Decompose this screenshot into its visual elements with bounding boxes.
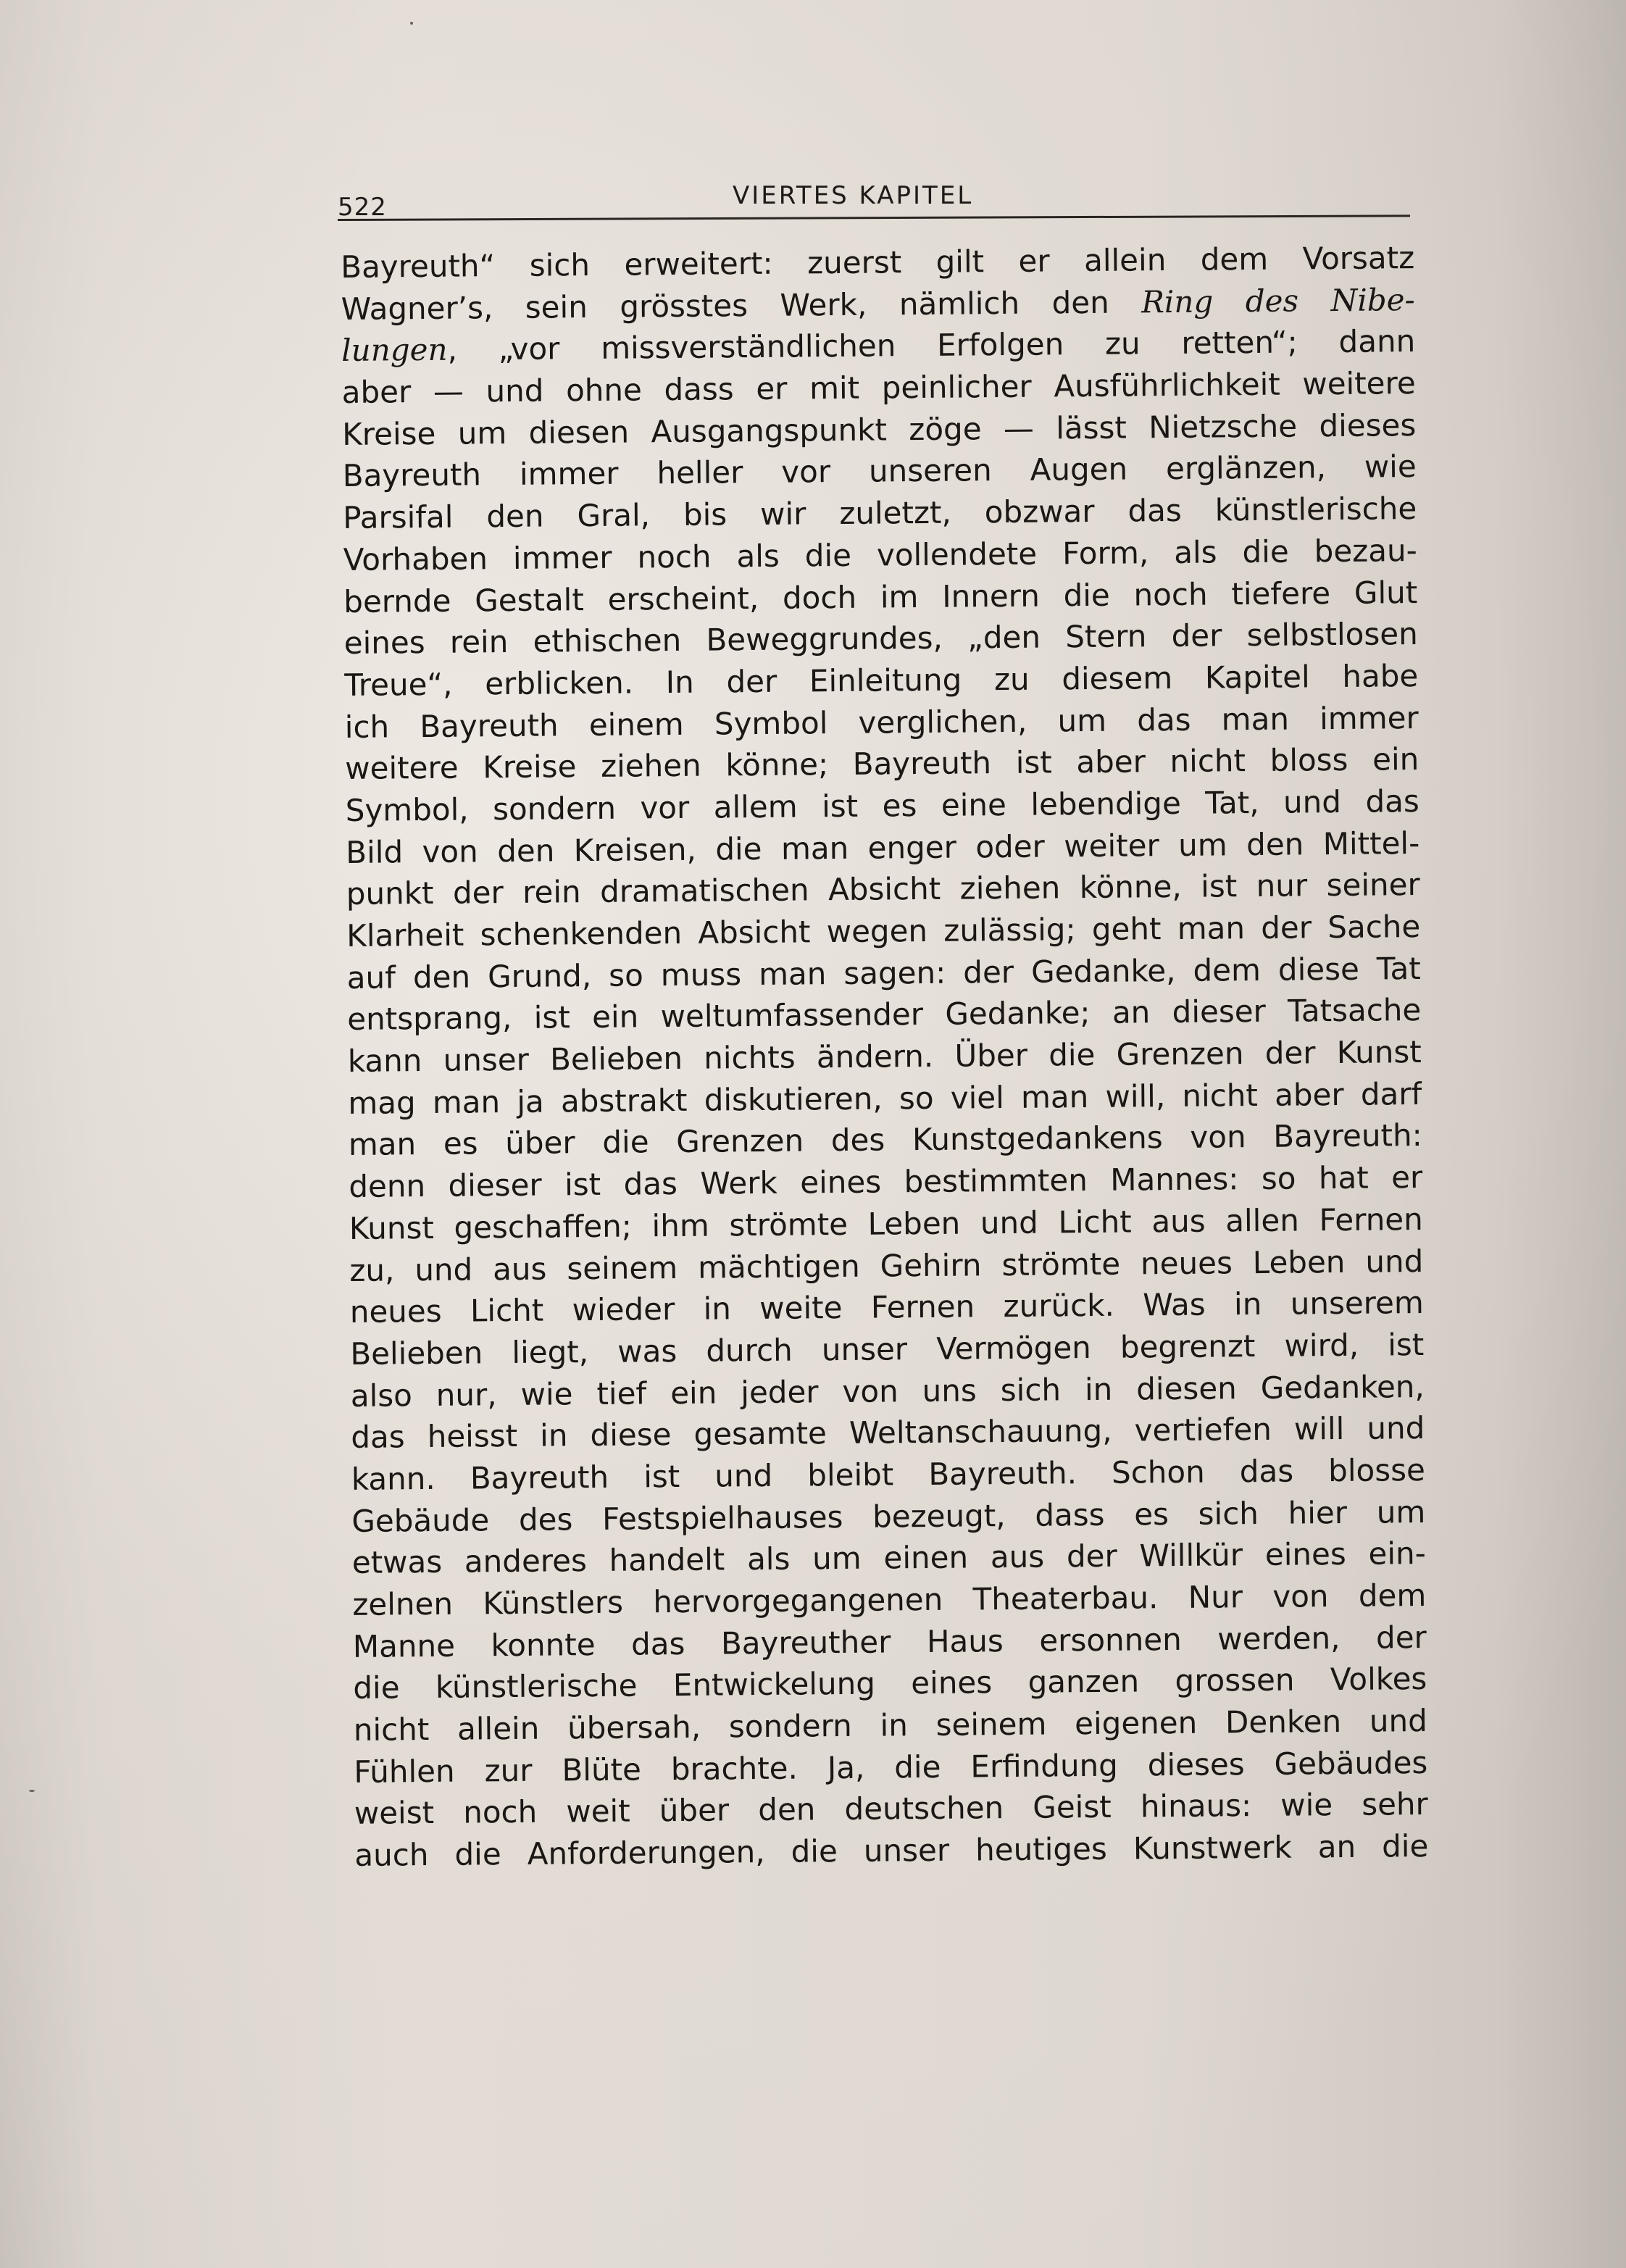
text-run: , „vor missverständlichen Erfolgen zu retten“; dann [447,323,1416,368]
text-run: Wagner’s, sein grösstes Werk, nämlich den [341,284,1142,327]
page-number: 522 [338,193,387,222]
text-run: zelnen Künstlers hervorgegangenen Theaterbau. Nur von dem [352,1577,1427,1622]
text-run: Klarheit schenkenden Absicht wegen zulässig; geht man der Sache [346,909,1421,954]
text-run: bernde Gestalt erscheint, doch im Innern die noch tiefere Glut [343,574,1418,620]
text-run: kann. Bayreuth ist und bleibt Bayreuth. Schon das blosse [351,1451,1426,1497]
text-run: das heisst in diese gesamte Weltanschauung, vertiefen will und [351,1410,1425,1456]
running-head [338,177,1410,220]
text-run: neues Licht wieder in weite Fernen zurück. Was in unserem [349,1285,1424,1330]
text-run: man es über die Grenzen des Kunstgedankens von Bayreuth: [348,1117,1422,1163]
text-run: Parsifal den Gral, bis wir zuletzt, obzwar das künstlerische [343,491,1417,536]
text-run: Bayreuth“ sich erweitert: zuerst gilt er allein dem Vorsatz [341,240,1415,285]
italic-text: Ring des Nibe- [1141,281,1415,320]
text-run: Bild von den Kreisen, die man enger oder weiter um den Mittel- [346,825,1420,870]
italic-text: lungen [341,332,448,369]
paper-speck [410,22,413,25]
text-run: Fühlen zur Blüte brachte. Ja, die Erfindung dieses Gebäudes [354,1744,1428,1790]
text-run: auch die Anforderungen, die unser heutiges Kunstwerk an die [354,1828,1429,1874]
text-run: mag man ja abstrakt diskutieren, so viel man will, nicht aber darf [348,1075,1422,1121]
text-line [354,1825,1428,1877]
text-run: Vorhaben immer noch als die vollendete Form, als die bezau- [343,532,1417,578]
text-run: Gebäude des Festspielhauses bezeugt, dass es sich hier um [351,1493,1426,1539]
text-run: weitere Kreise ziehen könne; Bayreuth ist aber nicht bloss ein [345,741,1419,787]
text-run: entsprang, ist ein weltumfassender Gedanke; an dieser Tatsache [347,992,1422,1038]
text-run: Symbol, sondern vor allem ist es eine lebendige Tat, und das [345,783,1419,828]
text-run: etwas anderes handelt als um einen aus der Willkür eines ein- [351,1535,1427,1581]
text-run: die künstlerische Entwickelung eines ganzen grossen Volkes [353,1661,1427,1706]
text-run: denn dieser ist das Werk eines bestimmten Mannes: so hat er [349,1159,1423,1205]
text-run: Treue“, erblicken. In der Einleitung zu diesem Kapitel habe [344,657,1419,703]
text-run: aber — und ohne dass er mit peinlicher Ausführlichkeit weitere [341,365,1416,411]
paper-speck [29,1790,35,1792]
text-run: auf den Grund, so muss man sagen: der Gedanke, dem diese Tat [346,950,1421,996]
body-text [341,237,1429,1877]
text-run: zu, und aus seinem mächtigen Gehirn strömte neues Leben und [349,1243,1424,1288]
text-run: nicht allein übersah, sondern in seinem eigenen Denken und [353,1703,1428,1748]
text-run: kann unser Belieben nichts ändern. Über die Grenzen der Kunst [347,1034,1422,1080]
text-run: Belieben liegt, was durch unser Vermögen begrenzt wird, ist [350,1326,1425,1372]
text-run: Kunst geschaffen; ihm strömte Leben und Licht aus allen Fernen [349,1201,1423,1246]
text-run: eines rein ethischen Beweggrundes, „den Stern der selbstlosen [343,616,1418,662]
text-run: Kreise um diesen Ausgangspunkt zöge — lässt Nietzsche dieses [342,407,1417,452]
text-run: punkt der rein dramatischen Absicht ziehen könne, ist nur seiner [346,867,1420,912]
text-run: weist noch weit über den deutschen Geist hinaus: wie sehr [354,1786,1429,1832]
text-run: ich Bayreuth einem Symbol verglichen, um das man immer [344,699,1419,745]
text-run: Manne konnte das Bayreuther Haus ersonnen werden, der [352,1619,1427,1664]
text-run: Bayreuth immer heller vor unseren Augen erglänzen, wie [342,449,1417,494]
text-run: also nur, wie tief ein jeder von uns sich in diesen Gedanken, [350,1368,1425,1414]
chapter-title: VIERTES KAPITEL [733,181,974,210]
